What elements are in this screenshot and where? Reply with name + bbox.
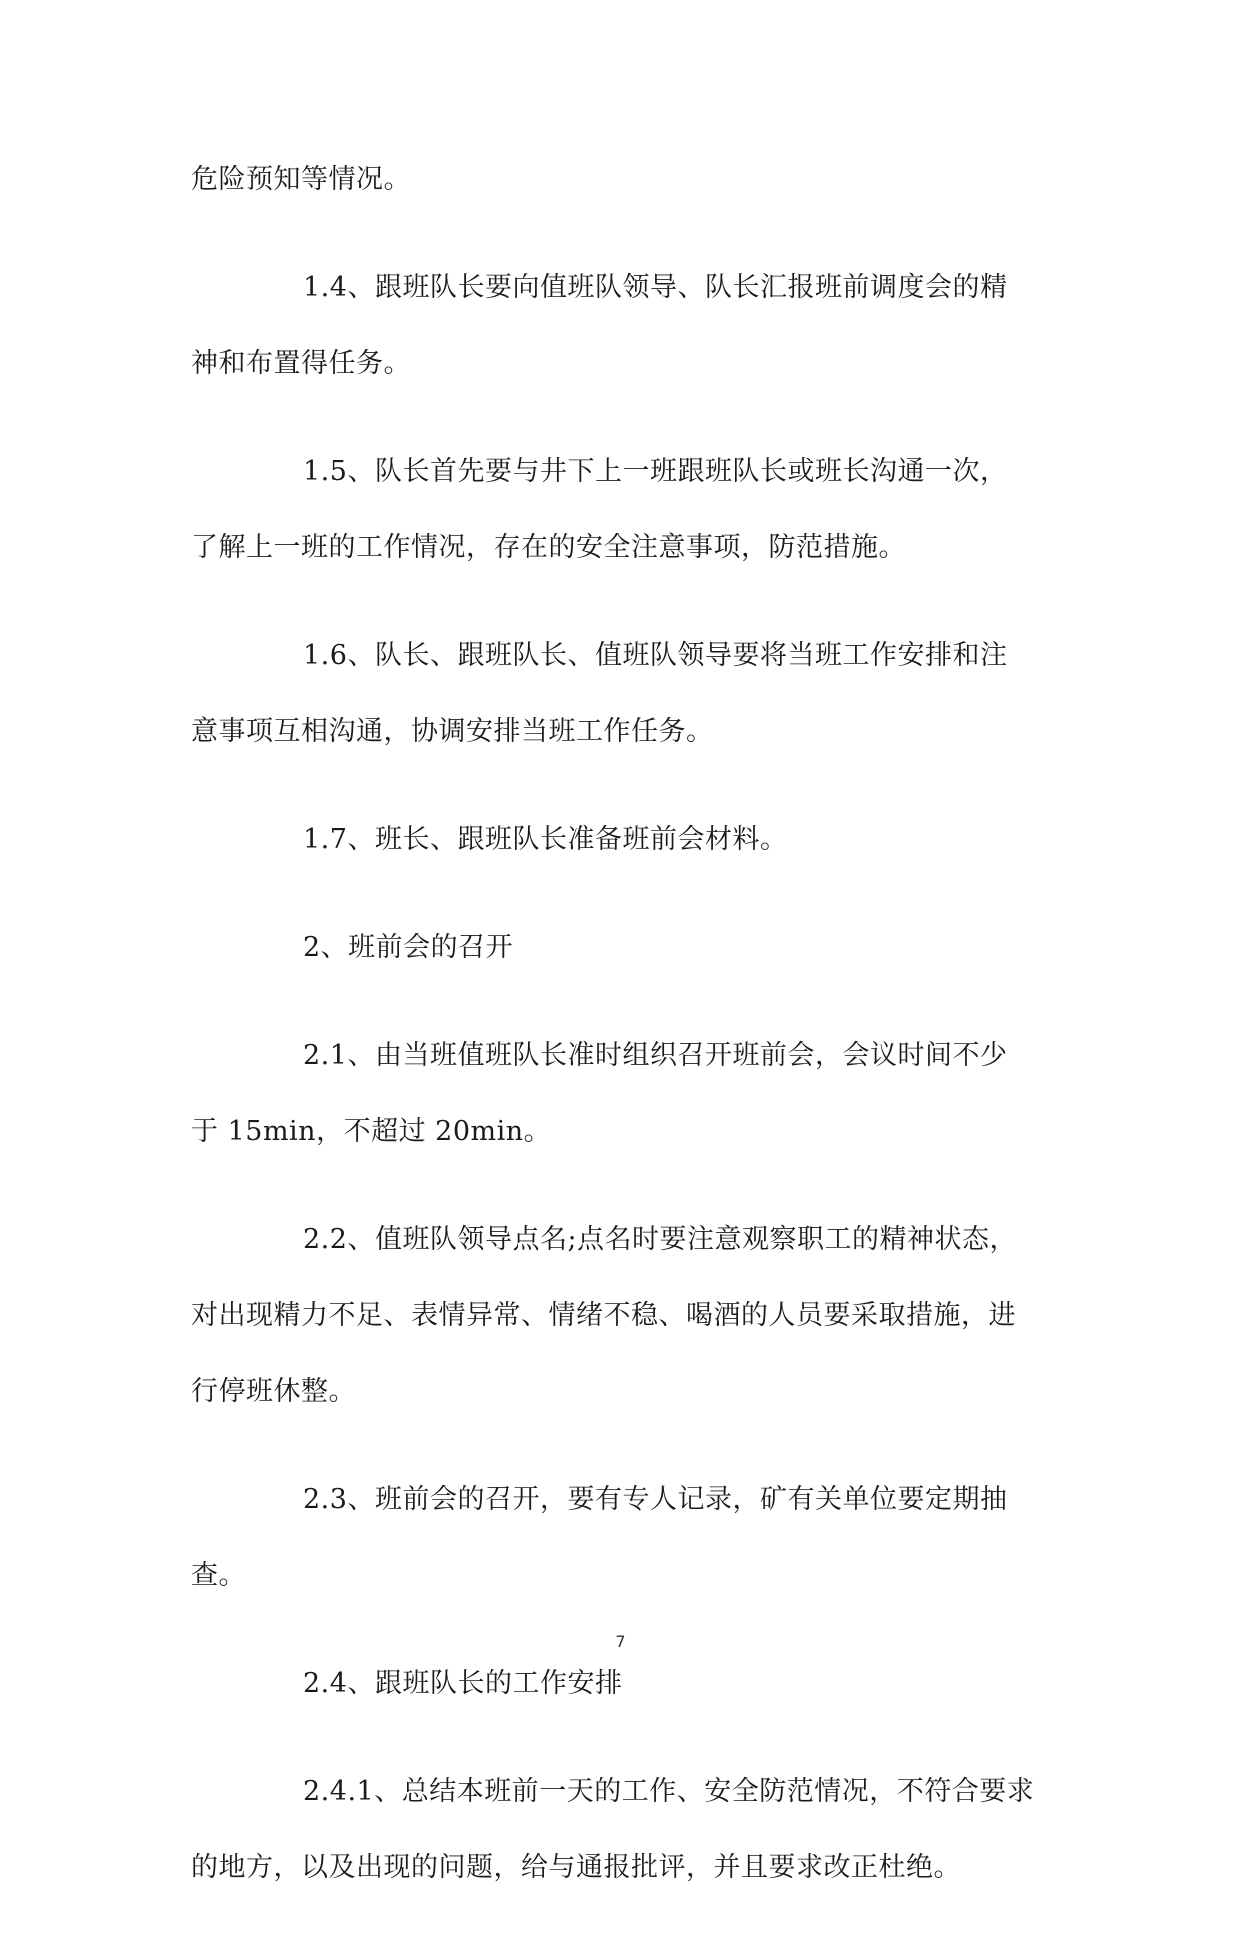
text-line: 行停班休整。 <box>191 1376 356 1407</box>
paragraph <box>191 1202 1059 1430</box>
text-line: 查。 <box>191 1560 246 1591</box>
text-line: 1.4、跟班队长要向值班队领导、队长汇报班前调度会的精 <box>303 272 1008 303</box>
text-line: 2.4.1、总结本班前一天的工作、安全防范情况，不符合要求 <box>303 1776 1035 1807</box>
section-heading <box>191 910 1059 986</box>
text-line: 2.3、班前会的召开，要有专人记录，矿有关单位要定期抽 <box>303 1484 1008 1515</box>
text-line: 的地方，以及出现的问题，给与通报批评，并且要求改正杜绝。 <box>191 1852 961 1883</box>
body-text <box>191 142 1059 1938</box>
paragraph <box>191 802 1059 878</box>
text-line: 2.1、由当班值班队长准时组织召开班前会，会议时间不少 <box>303 1040 1008 1071</box>
text-line: 2.4、跟班队长的工作安排 <box>303 1668 623 1699</box>
paragraph <box>191 250 1059 402</box>
page-number: 7 <box>615 1632 626 1651</box>
paragraph <box>191 434 1059 586</box>
text-line: 危险预知等情况。 <box>191 164 411 195</box>
text-line: 2、班前会的召开 <box>303 932 514 963</box>
paragraph <box>191 1754 1059 1906</box>
text-line: 神和布置得任务。 <box>191 348 411 379</box>
paragraph <box>191 142 1059 218</box>
text-line: 于 15min，不超过 20min。 <box>191 1116 552 1147</box>
text-line: 对出现精力不足、表情异常、情绪不稳、喝酒的人员要采取措施，进 <box>191 1300 1016 1331</box>
text-line: 2.2、值班队领导点名;点名时要注意观察职工的精神状态， <box>303 1224 1018 1255</box>
paragraph <box>191 1018 1059 1170</box>
text-line: 1.7、班长、跟班队长准备班前会材料。 <box>303 824 788 855</box>
text-line: 了解上一班的工作情况，存在的安全注意事项，防范措施。 <box>191 532 906 563</box>
text-line: 意事项互相沟通，协调安排当班工作任务。 <box>191 716 714 747</box>
paragraph <box>191 618 1059 770</box>
text-line: 1.6、队长、跟班队长、值班队领导要将当班工作安排和注 <box>303 640 1008 671</box>
text-line: 1.5、队长首先要与井下上一班跟班队长或班长沟通一次， <box>303 456 1008 487</box>
paragraph <box>191 1462 1059 1614</box>
section-heading <box>191 1646 1059 1722</box>
